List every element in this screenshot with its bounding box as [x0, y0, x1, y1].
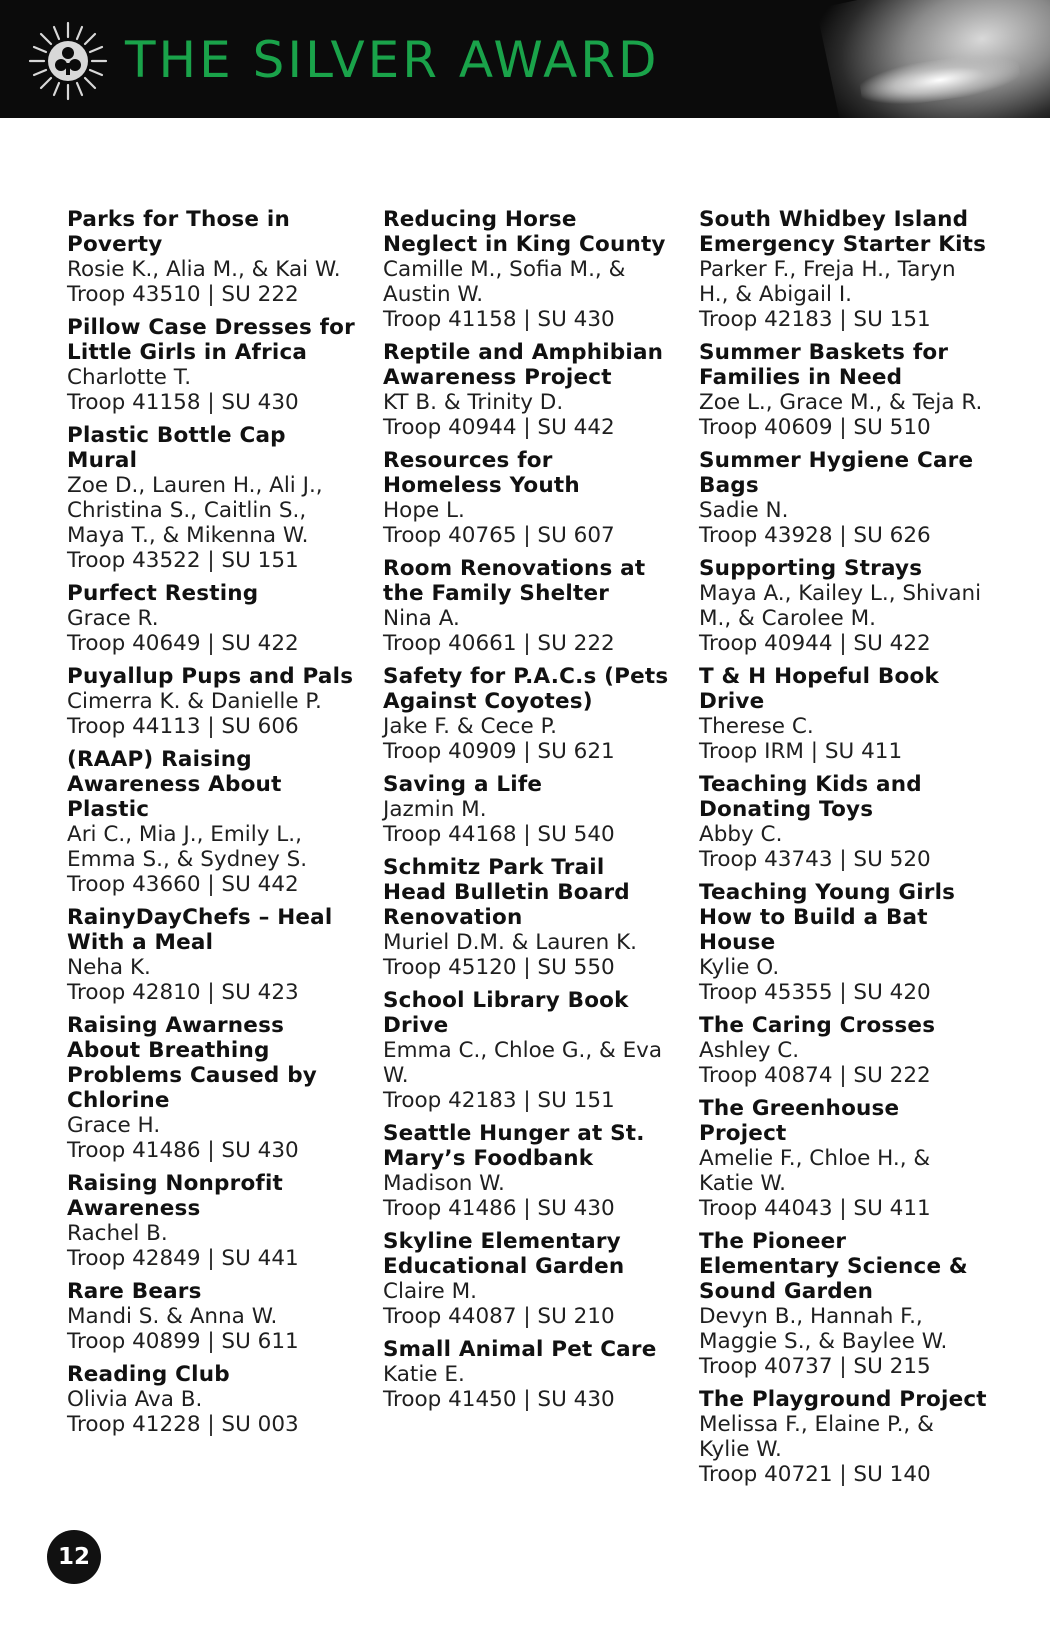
entry-names: Ari C., Mia J., Emily L., Emma S., & Sydney S.: [67, 822, 308, 872]
entry-troop: Troop 43522 | SU 151: [67, 548, 299, 573]
entry-title: The Playground Project: [699, 1387, 987, 1412]
entry-title: Puyallup Pups and Pals: [67, 664, 354, 689]
entry-title: Teaching Kids and Donating Toys: [699, 772, 922, 822]
entry-troop: Troop 40649 | SU 422: [67, 631, 299, 656]
entry-title: Supporting Strays: [699, 556, 923, 581]
award-list: [67, 207, 1027, 1497]
award-entry: [383, 1229, 673, 1329]
entry-names: Madison W.: [383, 1171, 505, 1196]
entry-title: Reading Club: [67, 1362, 230, 1387]
award-entry: [699, 1013, 989, 1088]
column-2: [383, 207, 673, 1420]
award-entry: [383, 207, 673, 332]
entry-names: Hope L.: [383, 498, 465, 523]
entry-title: Resources for Homeless Youth: [383, 448, 580, 498]
entry-title: T & H Hopeful Book Drive: [699, 664, 939, 714]
entry-title: The Caring Crosses: [699, 1013, 936, 1038]
entry-names: Melissa F., Elaine P., & Kylie W.: [699, 1412, 934, 1462]
entry-names: Claire M.: [383, 1279, 477, 1304]
entry-title: Saving a Life: [383, 772, 543, 797]
page-title: THE SILVER AWARD: [125, 31, 660, 89]
entry-title: Reptile and Amphibian Awareness Project: [383, 340, 664, 390]
entry-troop: Troop IRM | SU 411: [699, 739, 903, 764]
entry-troop: Troop 42849 | SU 441: [67, 1246, 299, 1271]
award-entry: [67, 1013, 357, 1163]
award-entry: [699, 1096, 989, 1221]
entry-title: Pillow Case Dresses for Little Girls in Africa: [67, 315, 355, 365]
entry-names: Charlotte T.: [67, 365, 192, 390]
entry-title: Safety for P.A.C.s (Pets Against Coyotes): [383, 664, 669, 714]
entry-title: Reducing Horse Neglect in King County: [383, 207, 666, 257]
entry-title: The Greenhouse Project: [699, 1096, 900, 1146]
award-entry: [67, 664, 357, 739]
award-entry: [67, 905, 357, 1005]
award-entry: [699, 664, 989, 764]
award-entry: [67, 315, 357, 415]
entry-title: Raising Nonprofit Awareness: [67, 1171, 284, 1221]
award-entry: [383, 448, 673, 548]
award-entry: [699, 556, 989, 656]
entry-names: Mandi S. & Anna W.: [67, 1304, 278, 1329]
award-entry: [699, 772, 989, 872]
entry-names: Devyn B., Hannah F., Maggie S., & Baylee W.: [699, 1304, 948, 1354]
entry-troop: Troop 41158 | SU 430: [67, 390, 299, 415]
entry-troop: Troop 40944 | SU 442: [383, 415, 615, 440]
entry-names: Sadie N.: [699, 498, 789, 523]
entry-troop: Troop 41228 | SU 003: [67, 1412, 299, 1437]
entry-names: Katie E.: [383, 1362, 465, 1387]
award-entry: [383, 772, 673, 847]
entry-title: Rare Bears: [67, 1279, 202, 1304]
entry-troop: Troop 43660 | SU 442: [67, 872, 299, 897]
entry-names: Ashley C.: [699, 1038, 800, 1063]
award-entry: [67, 747, 357, 897]
entry-title: Purfect Resting: [67, 581, 259, 606]
entry-names: Nina A.: [383, 606, 460, 631]
entry-title: South Whidbey Island Emergency Starter Kits: [699, 207, 987, 257]
entry-names: Grace H.: [67, 1113, 161, 1138]
entry-troop: Troop 40899 | SU 611: [67, 1329, 299, 1354]
page-header: [0, 0, 1050, 118]
entry-troop: Troop 40874 | SU 222: [699, 1063, 931, 1088]
entry-title: Plastic Bottle Cap Mural: [67, 423, 286, 473]
entry-names: Abby C.: [699, 822, 783, 847]
entry-troop: Troop 40944 | SU 422: [699, 631, 931, 656]
entry-troop: Troop 42810 | SU 423: [67, 980, 299, 1005]
entry-names: Cimerra K. & Danielle P.: [67, 689, 322, 714]
entry-troop: Troop 45355 | SU 420: [699, 980, 931, 1005]
entry-troop: Troop 41486 | SU 430: [383, 1196, 615, 1221]
entry-troop: Troop 44043 | SU 411: [699, 1196, 931, 1221]
entry-title: Summer Baskets for Families in Need: [699, 340, 949, 390]
award-entry: [699, 448, 989, 548]
column-1: [67, 207, 357, 1445]
entry-names: Grace R.: [67, 606, 159, 631]
entry-names: Neha K.: [67, 955, 151, 980]
entry-troop: Troop 42183 | SU 151: [699, 307, 931, 332]
entry-names: Zoe D., Lauren H., Ali J., Christina S., Caitlin S., Maya T., & Mikenna W.: [67, 473, 323, 548]
entry-names: Maya A., Kailey L., Shivani M., & Carolee M.: [699, 581, 982, 631]
entry-title: The Pioneer Elementary Science & Sound Garden: [699, 1229, 968, 1304]
entry-title: Room Renovations at the Family Shelter: [383, 556, 646, 606]
entry-names: Rachel B.: [67, 1221, 168, 1246]
entry-names: Amelie F., Chloe H., & Katie W.: [699, 1146, 931, 1196]
entry-title: Summer Hygiene Care Bags: [699, 448, 974, 498]
entry-title: Raising Awarness About Breathing Problems Caused by Chlorine: [67, 1013, 318, 1113]
entry-names: Emma C., Chloe G., & Eva W.: [383, 1038, 663, 1088]
award-entry: [383, 1121, 673, 1221]
entry-troop: Troop 45120 | SU 550: [383, 955, 615, 980]
entry-names: Kylie O.: [699, 955, 780, 980]
trefoil-sunburst-icon: [26, 19, 110, 103]
entry-troop: Troop 41486 | SU 430: [67, 1138, 299, 1163]
award-entry: [383, 556, 673, 656]
entry-names: Jazmin M.: [383, 797, 487, 822]
entry-troop: Troop 44087 | SU 210: [383, 1304, 615, 1329]
entry-title: Schmitz Park Trail Head Bulletin Board Renovation: [383, 855, 630, 930]
award-entry: [699, 880, 989, 1005]
entry-names: Therese C.: [699, 714, 814, 739]
entry-title: Parks for Those in Poverty: [67, 207, 290, 257]
entry-names: Parker F., Freja H., Taryn H., & Abigail I.: [699, 257, 956, 307]
entry-names: Zoe L., Grace M., & Teja R.: [699, 390, 983, 415]
entry-names: Camille M., Sofia M., & Austin W.: [383, 257, 626, 307]
entry-names: Rosie K., Alia M., & Kai W.: [67, 257, 341, 282]
entry-troop: Troop 43510 | SU 222: [67, 282, 299, 307]
award-entry: [699, 1387, 989, 1487]
entry-troop: Troop 43743 | SU 520: [699, 847, 931, 872]
entry-title: (RAAP) Raising Awareness About Plastic: [67, 747, 282, 822]
award-entry: [383, 855, 673, 980]
entry-troop: Troop 40909 | SU 621: [383, 739, 615, 764]
entry-troop: Troop 40661 | SU 222: [383, 631, 615, 656]
entry-troop: Troop 40721 | SU 140: [699, 1462, 931, 1487]
entry-names: KT B. & Trinity D.: [383, 390, 564, 415]
award-entry: [67, 207, 357, 307]
award-entry: [699, 340, 989, 440]
award-entry: [67, 1279, 357, 1354]
award-entry: [383, 988, 673, 1113]
entry-title: Teaching Young Girls How to Build a Bat House: [699, 880, 956, 955]
entry-title: RainyDayChefs – Heal With a Meal: [67, 905, 333, 955]
entry-names: Jake F. & Cece P.: [383, 714, 558, 739]
entry-title: Small Animal Pet Care: [383, 1337, 657, 1362]
award-entry: [383, 1337, 673, 1412]
award-entry: [699, 1229, 989, 1379]
entry-title: Skyline Elementary Educational Garden: [383, 1229, 625, 1279]
page-number: 12: [47, 1530, 101, 1584]
entry-troop: Troop 41450 | SU 430: [383, 1387, 615, 1412]
entry-names: Olivia Ava B.: [67, 1387, 203, 1412]
entry-troop: Troop 41158 | SU 430: [383, 307, 615, 332]
entry-troop: Troop 44168 | SU 540: [383, 822, 615, 847]
entry-names: Muriel D.M. & Lauren K.: [383, 930, 638, 955]
entry-troop: Troop 43928 | SU 626: [699, 523, 931, 548]
award-entry: [67, 423, 357, 573]
column-3: [699, 207, 989, 1495]
award-entry: [67, 1171, 357, 1271]
award-entry: [699, 207, 989, 332]
entry-troop: Troop 40765 | SU 607: [383, 523, 615, 548]
award-entry: [67, 1362, 357, 1437]
entry-troop: Troop 44113 | SU 606: [67, 714, 299, 739]
entry-troop: Troop 42183 | SU 151: [383, 1088, 615, 1113]
entry-troop: Troop 40609 | SU 510: [699, 415, 931, 440]
award-entry: [383, 340, 673, 440]
entry-title: School Library Book Drive: [383, 988, 629, 1038]
entry-title: Seattle Hunger at St. Mary’s Foodbank: [383, 1121, 645, 1171]
entry-troop: Troop 40737 | SU 215: [699, 1354, 931, 1379]
award-entry: [67, 581, 357, 656]
award-entry: [383, 664, 673, 764]
